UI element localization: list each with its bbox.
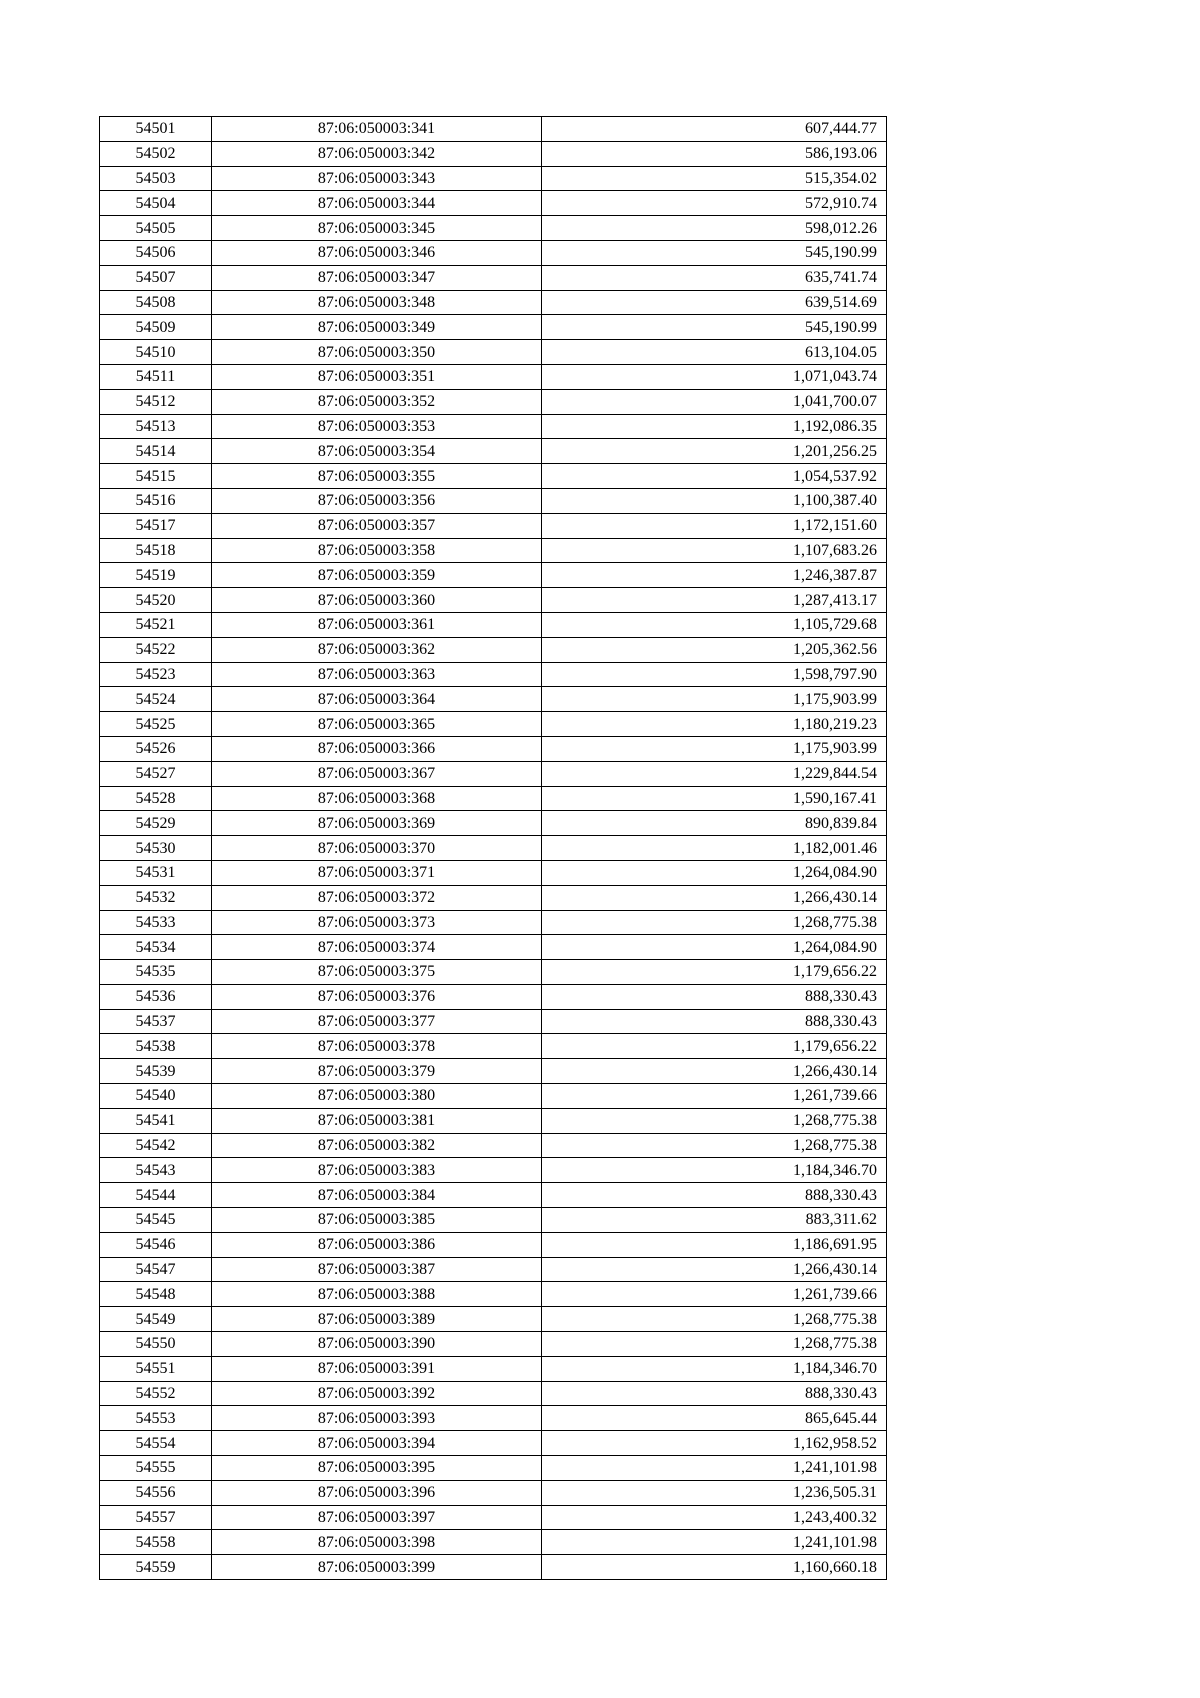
value-cell: 1,241,101.98	[542, 1530, 887, 1555]
table-row	[100, 960, 887, 985]
row-number-cell: 54523	[100, 662, 212, 687]
value-cell: 1,160,660.18	[542, 1555, 887, 1580]
table-row	[100, 637, 887, 662]
value-cell: 545,190.99	[542, 240, 887, 265]
value-cell: 1,192,086.35	[542, 414, 887, 439]
value-cell: 1,182,001.46	[542, 836, 887, 861]
row-number-cell: 54526	[100, 736, 212, 761]
table-row	[100, 736, 887, 761]
cadastral-number-cell: 87:06:050003:363	[212, 662, 542, 687]
value-cell: 1,266,430.14	[542, 1059, 887, 1084]
cadastral-number-cell: 87:06:050003:358	[212, 538, 542, 563]
table-row	[100, 1232, 887, 1257]
table-row	[100, 1431, 887, 1456]
table-row	[100, 1381, 887, 1406]
cadastral-number-cell: 87:06:050003:376	[212, 984, 542, 1009]
value-cell: 1,172,151.60	[542, 513, 887, 538]
cadastral-number-cell: 87:06:050003:353	[212, 414, 542, 439]
value-cell: 1,590,167.41	[542, 786, 887, 811]
cadastral-number-cell: 87:06:050003:395	[212, 1456, 542, 1481]
row-number-cell: 54549	[100, 1307, 212, 1332]
cadastral-number-cell: 87:06:050003:344	[212, 191, 542, 216]
row-number-cell: 54544	[100, 1183, 212, 1208]
row-number-cell: 54504	[100, 191, 212, 216]
row-number-cell: 54556	[100, 1480, 212, 1505]
row-number-cell: 54532	[100, 885, 212, 910]
row-number-cell: 54559	[100, 1555, 212, 1580]
table-row	[100, 786, 887, 811]
value-cell: 1,162,958.52	[542, 1431, 887, 1456]
table-row	[100, 1084, 887, 1109]
table-row	[100, 117, 887, 142]
row-number-cell: 54533	[100, 910, 212, 935]
row-number-cell: 54525	[100, 712, 212, 737]
table-row	[100, 1208, 887, 1233]
cadastral-number-cell: 87:06:050003:342	[212, 141, 542, 166]
table-row	[100, 1480, 887, 1505]
cadastral-number-cell: 87:06:050003:355	[212, 464, 542, 489]
row-number-cell: 54502	[100, 141, 212, 166]
table-row	[100, 1555, 887, 1580]
row-number-cell: 54529	[100, 811, 212, 836]
value-cell: 888,330.43	[542, 1009, 887, 1034]
value-cell: 1,180,219.23	[542, 712, 887, 737]
cadastral-number-cell: 87:06:050003:393	[212, 1406, 542, 1431]
value-cell: 1,175,903.99	[542, 736, 887, 761]
table-row	[100, 464, 887, 489]
value-cell: 890,839.84	[542, 811, 887, 836]
cadastral-number-cell: 87:06:050003:365	[212, 712, 542, 737]
table-row	[100, 1282, 887, 1307]
table-row	[100, 1183, 887, 1208]
cadastral-number-cell: 87:06:050003:347	[212, 265, 542, 290]
table-row	[100, 1332, 887, 1357]
cadastral-number-cell: 87:06:050003:359	[212, 563, 542, 588]
row-number-cell: 54536	[100, 984, 212, 1009]
value-cell: 545,190.99	[542, 315, 887, 340]
cadastral-number-cell: 87:06:050003:387	[212, 1257, 542, 1282]
table-row	[100, 340, 887, 365]
row-number-cell: 54558	[100, 1530, 212, 1555]
value-cell: 1,179,656.22	[542, 960, 887, 985]
cadastral-number-cell: 87:06:050003:357	[212, 513, 542, 538]
value-cell: 1,598,797.90	[542, 662, 887, 687]
row-number-cell: 54519	[100, 563, 212, 588]
value-cell: 1,268,775.38	[542, 1332, 887, 1357]
value-cell: 1,107,683.26	[542, 538, 887, 563]
table-row	[100, 488, 887, 513]
value-cell: 1,264,084.90	[542, 860, 887, 885]
row-number-cell: 54506	[100, 240, 212, 265]
value-cell: 598,012.26	[542, 216, 887, 241]
table-row	[100, 439, 887, 464]
table-row	[100, 315, 887, 340]
row-number-cell: 54514	[100, 439, 212, 464]
value-cell: 1,179,656.22	[542, 1034, 887, 1059]
row-number-cell: 54513	[100, 414, 212, 439]
row-number-cell: 54507	[100, 265, 212, 290]
table-row	[100, 811, 887, 836]
value-cell: 1,229,844.54	[542, 761, 887, 786]
table-row	[100, 1505, 887, 1530]
table-row	[100, 1158, 887, 1183]
table-row	[100, 1108, 887, 1133]
table-row	[100, 935, 887, 960]
value-cell: 1,054,537.92	[542, 464, 887, 489]
row-number-cell: 54527	[100, 761, 212, 786]
cadastral-number-cell: 87:06:050003:392	[212, 1381, 542, 1406]
value-cell: 1,268,775.38	[542, 1108, 887, 1133]
row-number-cell: 54539	[100, 1059, 212, 1084]
row-number-cell: 54521	[100, 612, 212, 637]
cadastral-number-cell: 87:06:050003:374	[212, 935, 542, 960]
value-cell: 1,105,729.68	[542, 612, 887, 637]
value-cell: 1,241,101.98	[542, 1456, 887, 1481]
table-row	[100, 563, 887, 588]
cadastral-number-cell: 87:06:050003:360	[212, 588, 542, 613]
cadastral-number-cell: 87:06:050003:378	[212, 1034, 542, 1059]
table-row	[100, 1307, 887, 1332]
row-number-cell: 54535	[100, 960, 212, 985]
row-number-cell: 54537	[100, 1009, 212, 1034]
cadastral-number-cell: 87:06:050003:377	[212, 1009, 542, 1034]
cadastral-number-cell: 87:06:050003:381	[212, 1108, 542, 1133]
row-number-cell: 54531	[100, 860, 212, 885]
cadastral-number-cell: 87:06:050003:366	[212, 736, 542, 761]
row-number-cell: 54554	[100, 1431, 212, 1456]
value-cell: 586,193.06	[542, 141, 887, 166]
value-cell: 1,243,400.32	[542, 1505, 887, 1530]
row-number-cell: 54503	[100, 166, 212, 191]
cadastral-number-cell: 87:06:050003:351	[212, 364, 542, 389]
row-number-cell: 54516	[100, 488, 212, 513]
row-number-cell: 54542	[100, 1133, 212, 1158]
value-cell: 883,311.62	[542, 1208, 887, 1233]
cadastral-number-cell: 87:06:050003:383	[212, 1158, 542, 1183]
table-row	[100, 290, 887, 315]
table-row	[100, 712, 887, 737]
cadastral-number-cell: 87:06:050003:373	[212, 910, 542, 935]
table-row	[100, 761, 887, 786]
table-row	[100, 1406, 887, 1431]
cadastral-number-cell: 87:06:050003:384	[212, 1183, 542, 1208]
row-number-cell: 54501	[100, 117, 212, 142]
cadastral-number-cell: 87:06:050003:386	[212, 1232, 542, 1257]
value-cell: 1,205,362.56	[542, 637, 887, 662]
value-cell: 607,444.77	[542, 117, 887, 142]
row-number-cell: 54508	[100, 290, 212, 315]
table-row	[100, 389, 887, 414]
row-number-cell: 54534	[100, 935, 212, 960]
cadastral-number-cell: 87:06:050003:345	[212, 216, 542, 241]
row-number-cell: 54528	[100, 786, 212, 811]
row-number-cell: 54524	[100, 687, 212, 712]
cadastral-number-cell: 87:06:050003:389	[212, 1307, 542, 1332]
value-cell: 515,354.02	[542, 166, 887, 191]
table-row	[100, 612, 887, 637]
records-table	[99, 116, 887, 1580]
table-row	[100, 687, 887, 712]
cadastral-number-cell: 87:06:050003:380	[212, 1084, 542, 1109]
table-row	[100, 984, 887, 1009]
value-cell: 1,268,775.38	[542, 1307, 887, 1332]
value-cell: 1,236,505.31	[542, 1480, 887, 1505]
value-cell: 1,264,084.90	[542, 935, 887, 960]
value-cell: 1,261,739.66	[542, 1084, 887, 1109]
value-cell: 1,266,430.14	[542, 885, 887, 910]
cadastral-number-cell: 87:06:050003:399	[212, 1555, 542, 1580]
cadastral-number-cell: 87:06:050003:352	[212, 389, 542, 414]
value-cell: 635,741.74	[542, 265, 887, 290]
value-cell: 1,287,413.17	[542, 588, 887, 613]
table-row	[100, 885, 887, 910]
table-row	[100, 588, 887, 613]
cadastral-number-cell: 87:06:050003:390	[212, 1332, 542, 1357]
row-number-cell: 54520	[100, 588, 212, 613]
value-cell: 1,246,387.87	[542, 563, 887, 588]
value-cell: 613,104.05	[542, 340, 887, 365]
table-row	[100, 1133, 887, 1158]
table-row	[100, 166, 887, 191]
cadastral-number-cell: 87:06:050003:367	[212, 761, 542, 786]
cadastral-number-cell: 87:06:050003:362	[212, 637, 542, 662]
cadastral-number-cell: 87:06:050003:385	[212, 1208, 542, 1233]
row-number-cell: 54543	[100, 1158, 212, 1183]
cadastral-number-cell: 87:06:050003:397	[212, 1505, 542, 1530]
table-row	[100, 240, 887, 265]
cadastral-number-cell: 87:06:050003:369	[212, 811, 542, 836]
cadastral-number-cell: 87:06:050003:398	[212, 1530, 542, 1555]
cadastral-number-cell: 87:06:050003:346	[212, 240, 542, 265]
cadastral-number-cell: 87:06:050003:382	[212, 1133, 542, 1158]
table-row	[100, 1257, 887, 1282]
table-row	[100, 538, 887, 563]
cadastral-number-cell: 87:06:050003:368	[212, 786, 542, 811]
row-number-cell: 54511	[100, 364, 212, 389]
row-number-cell: 54522	[100, 637, 212, 662]
value-cell: 572,910.74	[542, 191, 887, 216]
cadastral-number-cell: 87:06:050003:341	[212, 117, 542, 142]
cadastral-number-cell: 87:06:050003:370	[212, 836, 542, 861]
table-row	[100, 1356, 887, 1381]
records-table-body	[100, 117, 887, 1580]
table-row	[100, 513, 887, 538]
row-number-cell: 54515	[100, 464, 212, 489]
value-cell: 1,100,387.40	[542, 488, 887, 513]
cadastral-number-cell: 87:06:050003:354	[212, 439, 542, 464]
cadastral-number-cell: 87:06:050003:350	[212, 340, 542, 365]
value-cell: 1,266,430.14	[542, 1257, 887, 1282]
value-cell: 888,330.43	[542, 1381, 887, 1406]
cadastral-number-cell: 87:06:050003:343	[212, 166, 542, 191]
cadastral-number-cell: 87:06:050003:394	[212, 1431, 542, 1456]
value-cell: 865,645.44	[542, 1406, 887, 1431]
table-row	[100, 141, 887, 166]
table-row	[100, 414, 887, 439]
value-cell: 1,184,346.70	[542, 1356, 887, 1381]
cadastral-number-cell: 87:06:050003:388	[212, 1282, 542, 1307]
table-row	[100, 216, 887, 241]
row-number-cell: 54518	[100, 538, 212, 563]
row-number-cell: 54555	[100, 1456, 212, 1481]
cadastral-number-cell: 87:06:050003:349	[212, 315, 542, 340]
table-row	[100, 1009, 887, 1034]
row-number-cell: 54509	[100, 315, 212, 340]
table-row	[100, 1530, 887, 1555]
row-number-cell: 54552	[100, 1381, 212, 1406]
value-cell: 1,041,700.07	[542, 389, 887, 414]
value-cell: 1,186,691.95	[542, 1232, 887, 1257]
value-cell: 1,201,256.25	[542, 439, 887, 464]
row-number-cell: 54551	[100, 1356, 212, 1381]
row-number-cell: 54540	[100, 1084, 212, 1109]
row-number-cell: 54512	[100, 389, 212, 414]
row-number-cell: 54517	[100, 513, 212, 538]
cadastral-number-cell: 87:06:050003:356	[212, 488, 542, 513]
cadastral-number-cell: 87:06:050003:379	[212, 1059, 542, 1084]
row-number-cell: 54550	[100, 1332, 212, 1357]
value-cell: 1,268,775.38	[542, 910, 887, 935]
row-number-cell: 54530	[100, 836, 212, 861]
row-number-cell: 54547	[100, 1257, 212, 1282]
value-cell: 888,330.43	[542, 984, 887, 1009]
row-number-cell: 54510	[100, 340, 212, 365]
value-cell: 1,268,775.38	[542, 1133, 887, 1158]
table-row	[100, 836, 887, 861]
table-row	[100, 364, 887, 389]
row-number-cell: 54541	[100, 1108, 212, 1133]
table-row	[100, 1059, 887, 1084]
cadastral-number-cell: 87:06:050003:348	[212, 290, 542, 315]
cadastral-number-cell: 87:06:050003:375	[212, 960, 542, 985]
cadastral-number-cell: 87:06:050003:364	[212, 687, 542, 712]
table-row	[100, 265, 887, 290]
table-row	[100, 910, 887, 935]
row-number-cell: 54545	[100, 1208, 212, 1233]
row-number-cell: 54546	[100, 1232, 212, 1257]
value-cell: 1,184,346.70	[542, 1158, 887, 1183]
value-cell: 1,261,739.66	[542, 1282, 887, 1307]
table-row	[100, 860, 887, 885]
row-number-cell: 54557	[100, 1505, 212, 1530]
value-cell: 1,175,903.99	[542, 687, 887, 712]
value-cell: 639,514.69	[542, 290, 887, 315]
row-number-cell: 54553	[100, 1406, 212, 1431]
cadastral-number-cell: 87:06:050003:391	[212, 1356, 542, 1381]
value-cell: 888,330.43	[542, 1183, 887, 1208]
table-row	[100, 1034, 887, 1059]
row-number-cell: 54538	[100, 1034, 212, 1059]
cadastral-number-cell: 87:06:050003:396	[212, 1480, 542, 1505]
table-row	[100, 662, 887, 687]
value-cell: 1,071,043.74	[542, 364, 887, 389]
row-number-cell: 54548	[100, 1282, 212, 1307]
table-row	[100, 191, 887, 216]
cadastral-number-cell: 87:06:050003:361	[212, 612, 542, 637]
row-number-cell: 54505	[100, 216, 212, 241]
table-row	[100, 1456, 887, 1481]
cadastral-number-cell: 87:06:050003:371	[212, 860, 542, 885]
cadastral-number-cell: 87:06:050003:372	[212, 885, 542, 910]
